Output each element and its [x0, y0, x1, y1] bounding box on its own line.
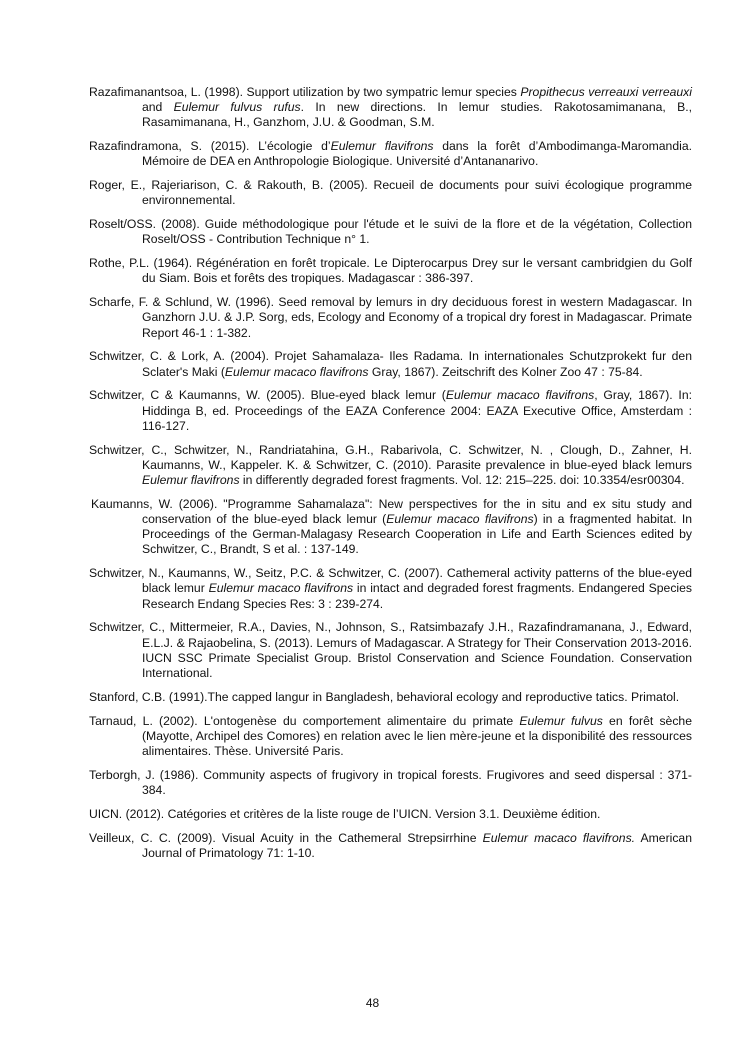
reference-entry [89, 768, 692, 798]
reference-entry [89, 566, 692, 612]
species-name: Eulemur macaco flavifrons [386, 512, 534, 527]
species-name: Eulemur macaco flavifrons. [482, 830, 636, 845]
reference-entry [89, 620, 692, 681]
reference-text: dans la forêt d’Ambodimanga-Maromandia. Mémoire de DEA en Anthropologie Biologique. Université d’Antananarivo. [142, 139, 692, 169]
reference-text: Roger, E., Rajeriarison, C. & Rakouth, B. (2005). Recueil de documents pour suivi écologique programme environnemental. [89, 178, 692, 208]
reference-text: Schwitzer, C., Schwitzer, N., Randriatahina, G.H., Rabarivola, C. Schwitzer, N. , Clough, D., Zahner, H. Kaumanns, W., Kappeler. K. & Schwitzer, C. (2010). Parasite prevalence in blue-eyed black lemurs [89, 442, 692, 472]
reference-text: , Gray, 1867). In: Hiddinga B, ed. Proceedings of the EAZA Conference 2004: EAZA Executive Office, Amsterdam : 116-127. [142, 388, 692, 433]
species-name: Eulemur macaco flavifrons [445, 388, 595, 403]
reference-text: Schwitzer, C. & Lork, A. (2004). Projet Sahamalaza- Iles Radama. In internationales Schutzprokekt fur den Sclater's Maki ( [89, 349, 692, 379]
reference-text: Stanford, C.B. (1991).The capped langur in Bangladesh, behavioral ecology and reproductive tatics. Primatol. [89, 689, 680, 704]
reference-text: in intact and degraded forest fragments. Endangered Species Research Endang Species Res: 3 : 239-274. [142, 581, 692, 611]
reference-text: ) in a fragmented habitat. In Proceedings of the German-Malagasy Research Cooperation in Life and Earth Sciences edited by Schwitzer, C., Brandt, S et al. : 137-149. [142, 512, 692, 557]
reference-text: Tarnaud, L. (2002). L'ontogenèse du comportement alimentaire du primate [89, 713, 520, 728]
reference-text: . In new directions. In lemur studies. Rakotosamimanana, B., Rasamimanana, H., Ganzhom, J.U. & Goodman, S.M. [142, 100, 692, 130]
reference-text: Scharfe, F. & Schlund, W. (1996). Seed removal by lemurs in dry deciduous forest in western Madagascar. In Ganzhorn J.U. & J.P. Sorg, eds, Ecology and Economy of a tropical dry forest in Madagascar. Primate Report 46-1 : 1-382. [89, 295, 692, 340]
species-name: Eulemur macaco flavifrons [224, 364, 369, 379]
species-name: Eulemur fulvus [519, 713, 603, 728]
reference-text: Schwitzer, C., Mittermeier, R.A., Davies, N., Johnson, S., Ratsimbazafy J.H., Razafindramanana, J., Edward, E.L.J. & Rajaobelina, S. (2013). Lemurs of Madagascar. A Strategy for Their Conservation 2013-2016. IUCN SSC Primate Specialist Group. Bristol Conservation and Science Foundation. Conservation International. [89, 620, 692, 681]
reference-text: and [142, 100, 174, 115]
reference-text: Schwitzer, N., Kaumanns, W., Seitz, P.C. & Schwitzer, C. (2007). Cathemeral activity patterns of the blue-eyed black lemur [89, 566, 692, 596]
reference-text: Terborgh, J. (1986). Community aspects of frugivory in tropical forests. Frugivores and seed dispersal : 371-384. [89, 767, 692, 798]
reference-text: in differently degraded forest fragments. Vol. 12: 215–225. doi: 10.3354/esr00304. [239, 473, 685, 488]
page-number: 48 [365, 996, 380, 1010]
reference-text: Rothe, P.L. (1964). Régénération en forêt tropicale. Le Dipterocarpus Drey sur le versant cambridgien du Golf du Siam. Bois et forêts des tropiques. Madagascar : 386-397. [89, 256, 692, 286]
reference-entry [89, 85, 692, 131]
reference-entry [89, 295, 692, 341]
reference-entry [89, 497, 692, 558]
species-name: Eulemur flavifrons [142, 473, 240, 488]
reference-text: Gray, 1867). Zeitschrift des Kolner Zoo 47 : 75-84. [368, 364, 643, 379]
reference-entry [89, 139, 692, 169]
reference-text: Razafindramona, S. (2015). L’écologie d’ [89, 139, 331, 154]
reference-text: American Journal of Primatology 71: 1-10. [142, 830, 692, 860]
species-name: Eulemur flavifrons [330, 139, 434, 154]
reference-text: UICN. (2012). Catégories et critères de la liste rouge de l’UICN. Version 3.1. Deuxième édition. [89, 806, 601, 821]
reference-text: Schwitzer, C & Kaumanns, W. (2005). Blue-eyed black lemur ( [89, 388, 446, 403]
reference-list [89, 85, 692, 870]
reference-text: Kaumanns, W. (2006). "Programme Sahamalaza": New perspectives for the in situ and ex situ study and conservation of the blue-eyed black lemur ( [91, 496, 692, 527]
reference-text: en forêt sèche (Mayotte, Archipel des Comores) en relation avec le lien mère-jeune et la disponibilité des ressources alimentaires. Thèse. Université Paris. [142, 713, 692, 759]
species-name: Eulemur macaco flavifrons [208, 581, 354, 596]
reference-entry [89, 349, 692, 379]
reference-text: Roselt/OSS. (2008). Guide méthodologique pour l'étude et le suivi de la flore et de la végétation, Collection Roselt/OSS - Contribution Technique n° 1. [89, 217, 692, 247]
reference-entry [89, 388, 692, 434]
reference-entry [89, 256, 692, 286]
reference-entry [89, 714, 692, 760]
reference-text: Veilleux, C. C. (2009). Visual Acuity in the Cathemeral Strepsirrhine [89, 830, 483, 845]
reference-entry [89, 690, 692, 705]
reference-entry [89, 831, 692, 861]
reference-entry [89, 807, 692, 822]
reference-entry [89, 178, 692, 208]
species-name: Propithecus verreauxi verreauxi [520, 85, 692, 99]
reference-entry [89, 217, 692, 247]
reference-text: Razafimanantsoa, L. (1998). Support utilization by two sympatric lemur species [89, 85, 521, 99]
reference-entry [89, 443, 692, 489]
species-name: Eulemur fulvus rufus [173, 100, 301, 115]
